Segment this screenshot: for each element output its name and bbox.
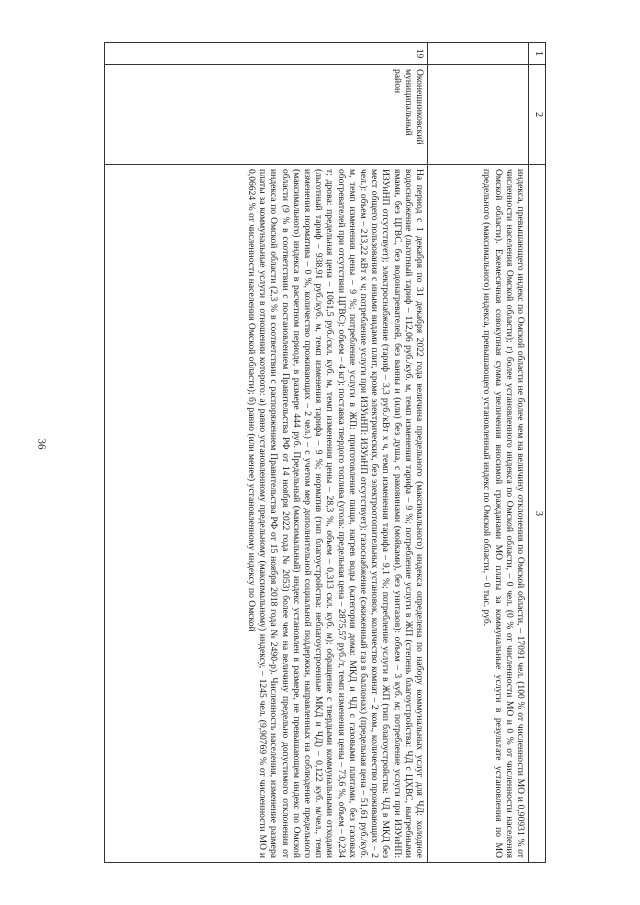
table-container	[98, 42, 546, 862]
rotated-content	[98, 42, 546, 862]
district-name: Оконешниковский муниципальный район	[105, 65, 428, 165]
header-cell-3: 3	[529, 165, 546, 863]
row-description: индекса, превышающего индекс по Омской области не более чем на величину отклонения по Омской области, – 17091 чел. (100 % от численности МО и 0,90931 % от численности населения Омской области); г) более установленного индекса по Омской области, – 0 чел. (0 % от численности МО и 0 % от численности населения Омской области). Ежемесячная совокупная сумма увеличения вносимой гражданами МО платы за коммунальные услуги в результате установления по МО предельного (максимального) индекса, превышающего установленный индекс по Омской области, – 0 тыс. руб.	[428, 165, 529, 863]
row-description: На период с 1 декабря по 31 декабря 2022 года величина предельного (максимального) индекса определена по набору коммунальных услуг для ЧД: холодное водоснабжение (льготный тариф – 112,06 руб./куб. м, темп изменения тарифа – 9 %; потребление услуги в ЖП (степень благоустройства: ЧД с ЦХВС, выгребными ямами, без ЦГВС, без водонагревателей, без ванны и (или) без душа, с раковинами (мойками), без унитазов): объем – 3 куб. м; потребление услуги при ИЗУиНП: ИЗУиНП отсутствует); электроснабжение (тариф – 3,3 руб./кВт x ч, темп изменения тарифа – 9,1 %; потребление услуги в ЖП (тип благоустройства: ЧД в МКД без мест общего пользования с иными видами плит, кроме электрических, без электроотопительных установок, количество комнат – 2 ком., количество проживающих – 2 чел.): объем – 213,22 кВт x ч; потребление услуги при ИЗУиНП: ИЗУиНП отсутствует); газоснабжение (сжиженный газ в баллонах) (предельная цена – 51,61 руб./куб. м, темп изменения цены – 9 %; потребление услуги в ЖП: приготовление пищи, нагрев воды (категория дома: МКД и ЧД с газовыми плитами, без газовых обогревателей при отсутствии ЦГВС): объем – 4 кг); поставка твердого топлива (уголь: предельная цена – 2875,57 руб./т, темп изменения цены – 73,6 %, объем – 0,234 т; дрова: предельная цена – 1061,5 руб./скл. куб. м, темп изменения цены – 28,3 %, объем – 0,313 скл. куб. м); обращение с твердыми коммунальными отходами (льготный тариф – 938,91 руб./куб. м, темп изменения тарифа – 9 %; норматив (тип благоустройства: неблагоустроенные МКД и ЧД) – 0,122 куб. м/чел., темп изменения норматива – 0 %, количество проживающих – 2 чел.) – с учетом мер дополнительной социальной поддержки, направленных на соблюдение предельного (максимального) индекса в расчетном периоде, в размере 444 руб. Предельный (максимальный) индекс установлен в размере, не превышающем индекс по Омской области (9 % в соответствии с постановлением Правительства РФ от 14 ноября 2022 года № 2053) более чем на величину предельно допустимого отклонения от индекса по Омской области (2,3 % в соответствии с распоряжением Правительства РФ от 15 ноября 2018 года № 2490-р). Численность населения, изменение размера платы за коммунальные услуги в отношении которого: а) равно установленному предельному (максимальному) индексу, – 1245 чел. (9,90769 % от численности МО и 0,06624 % от численности населения Омской области); б) равно (или менее) установленному индексу по Омской	[105, 165, 428, 863]
header-cell-1: 1	[529, 43, 546, 65]
table-row	[105, 43, 428, 863]
page-number: 36	[35, 438, 48, 450]
table-header-row	[529, 43, 546, 863]
row-number: 19	[105, 43, 428, 65]
district-name	[428, 65, 529, 165]
table-row	[428, 43, 529, 863]
data-table	[104, 42, 546, 863]
header-cell-2: 2	[529, 65, 546, 165]
row-number	[428, 43, 529, 65]
